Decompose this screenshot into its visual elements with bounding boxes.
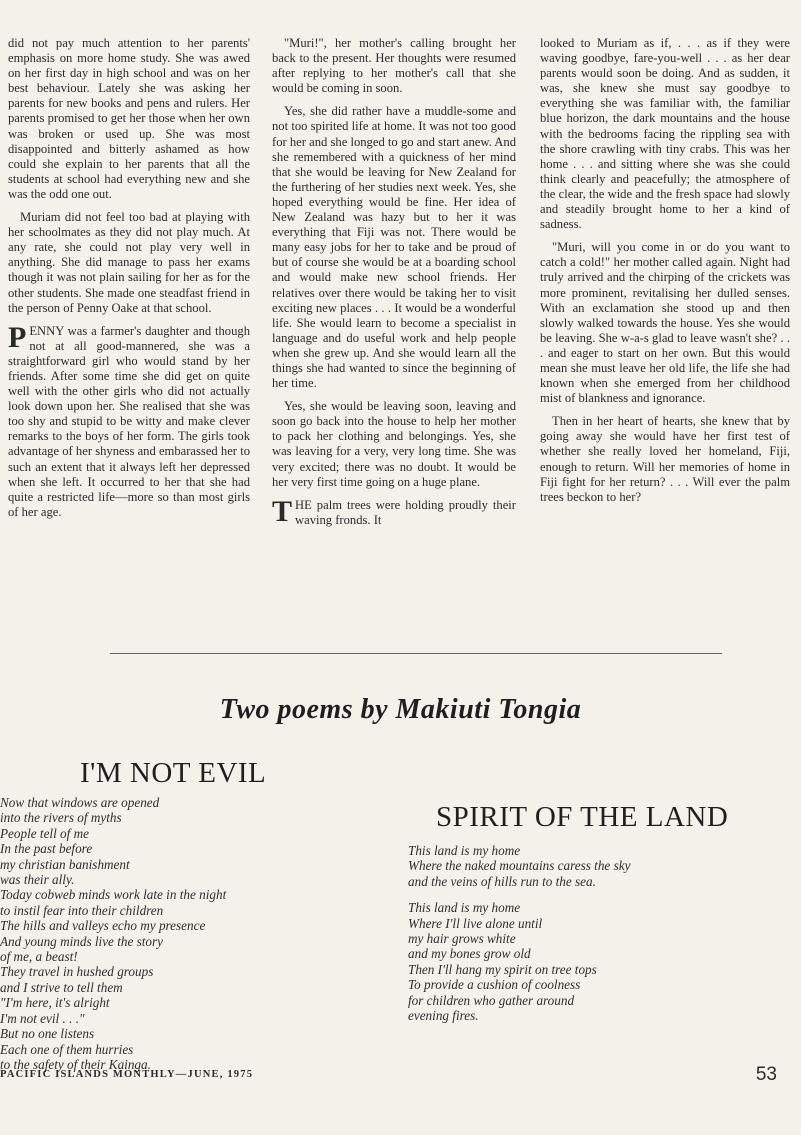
- publication-footer: PACIFIC ISLANDS MONTHLY—JUNE, 1975: [0, 1069, 254, 1080]
- poem-line: And young minds live the story: [0, 933, 163, 949]
- poem-line: Today cobweb minds work late in the night: [0, 887, 227, 903]
- poem-im-not-evil: [0, 795, 330, 1072]
- poem-line: Now that windows are opened: [0, 795, 160, 810]
- poem-line: Where the naked mountains caress the sky: [408, 858, 631, 874]
- poem-line: In the past before: [0, 841, 93, 857]
- paragraph-text: ENNY was a farmer's daughter and though not at all good-mannered, she was a straightforward girl who would stand by her friends. After some time she did get on quite well with the other girls who did not actually look down upon her. She realised that she was too shy and stupid to be witty and make clever remarks to the boys of her form. The girls took advantage of her shyness and embarassed her to such an extent that it always left her depressed when she left. It occurred to her that she had quite a restricted life—more so than most girls of her age.: [8, 323, 250, 519]
- poems-headline: Two poems by Makiuti Tongia: [219, 694, 582, 725]
- article-column-3: [540, 36, 790, 505]
- poem-title-im-not-evil: I'M NOT EVIL: [80, 757, 267, 789]
- poem-line: my christian banishment: [0, 856, 130, 872]
- paragraph-text: HE palm trees were holding proudly their waving fronds. It: [295, 497, 516, 527]
- poem-line: Where I'll live alone until: [408, 915, 543, 931]
- poem-line: This land is my home: [408, 900, 521, 916]
- poem-line: evening fires.: [408, 1008, 479, 1024]
- poem-line: This land is my home: [408, 843, 521, 858]
- poem-line: "I'm here, it's alright: [0, 995, 110, 1011]
- poem-line: to instil fear into their children: [0, 902, 164, 918]
- poem-title-spirit-of-the-land: SPIRIT OF THE LAND: [436, 801, 729, 833]
- stanza-break: [408, 889, 768, 900]
- article-column-1: [8, 36, 250, 520]
- poem-line: to the safety of their Kainga.: [0, 1056, 151, 1072]
- poem-line: Then I'll hang my spirit on tree tops: [408, 961, 597, 977]
- drop-cap: P: [8, 320, 27, 354]
- paragraph: Muriam did not feel too bad at playing with her schoolmates as they did not play much. At any rate, she could not play very well in anything. She did manage to pass her exams though it was not plain sailing for her as for the other students. She made one steadfast friend in the person of Penny Oake at that school.: [8, 210, 250, 315]
- poem-line: my hair grows white: [408, 931, 516, 947]
- article-column-2: [272, 36, 516, 528]
- poem-line: into the rivers of myths: [0, 810, 122, 826]
- poem-line: People tell of me: [0, 825, 89, 841]
- drop-cap: T: [272, 494, 293, 528]
- paragraph: [272, 494, 516, 528]
- poem-line: and I strive to tell them: [0, 979, 123, 995]
- section-divider: [110, 653, 722, 654]
- paragraph: [8, 320, 250, 520]
- paragraph: Yes, she did rather have a muddle-some and not too spirited life at home. It was not too good for her and she longed to go and start anew. And she remembered with a quickness of her mind that she would be leaving for New Zealand for the furthering of her studies next week. Yes, she hoped everything would be fine. Her idea of New Zealand was hazy but to her it was everything that Fiji was not. There would be many easy jobs for her to take and be proud of but of course she would be at a boarding school and would make new school friends. Her relatives over there would be taking her to visit exciting new places . . . It would be a wonderful life. She would learn to become a specialist in language and do useful work and help people when she grew up. And she would learn all the things she had wanted to since the beginning of her time.: [272, 104, 516, 391]
- paragraph: "Muri, will you come in or do you want to catch a cold!" her mother called again. Night had truly arrived and the chirping of the crickets was more prominent, revitalising her dulled senses. With an exclamation she stood up and then slowly walked towards the house. Yes she would be leaving. She w-a-s glad to leave wasn't she? . . . and eager to start on her own. But this would mean she must leave her old life, the life she had known when she emerged from her childhood mist of blankness and ignorance.: [540, 240, 790, 406]
- poem-line: To provide a cushion of coolness: [408, 977, 581, 993]
- poem-line: and the veins of hills run to the sea.: [408, 873, 596, 889]
- poem-spirit-of-the-land: [408, 843, 768, 1023]
- poem-line: and my bones grow old: [408, 946, 531, 962]
- paragraph: "Muri!", her mother's calling brought her back to the present. Her thoughts were resumed after replying to her mother's call that she would be coming in soon.: [272, 36, 516, 96]
- paragraph: did not pay much attention to her parents' emphasis on more home study. She was awed on her first day in high school and was on her best behaviour. Lately she was asking her parents for new books and pens and rulers. Her parents promised to get her those when her own was broken or used up. She was most disappointed and bitterly ashamed as how could she explain to her parents that all the students at school had everything new and she was the odd one out.: [8, 36, 250, 201]
- paragraph: Then in her heart of hearts, she knew that by going away she would have her first test of whether she really loved her homeland, Fiji, enough to return. Will her memories of home in Fiji fight for her return? . . . Will ever the palm trees beckon to her?: [540, 414, 790, 504]
- poem-line: But no one listens: [0, 1026, 95, 1042]
- poem-line: I'm not evil . . .": [0, 1010, 85, 1026]
- poem-line: The hills and valleys echo my presence: [0, 918, 206, 934]
- paragraph: Yes, she would be leaving soon, leaving and soon go back into the house to help her mother to pack her clothing and belongings. Yes, she was leaving for a very, very long time. She was very excited; there was no doubt. It would be her very first time going on a huge plane.: [272, 399, 516, 489]
- poem-line: was their ally.: [0, 872, 75, 888]
- poem-line: for children who gather around: [408, 992, 575, 1008]
- poem-line: of me, a beast!: [0, 949, 78, 965]
- poem-line: Each one of them hurries: [0, 1041, 134, 1057]
- paragraph: looked to Muriam as if, . . . as if they were waving goodbye, fare-you-well . . . as her dear parents would soon be doing. And as sudden, it was, she knew she must say goodbye to everything she was familiar with, the familiar blue horizon, the dark mountains and the house with the bedrooms facing the rippling sea with the shore crawling with tiny crabs. This was her home . . . and sitting where she was she could think clearly and peacefully; the atmosphere of the clear, the wide and the fresh space had slowly and steadily brought home to her a kind of sadness.: [540, 36, 790, 232]
- poem-line: They travel in hushed groups: [0, 964, 154, 980]
- page-number: 53: [755, 1064, 777, 1085]
